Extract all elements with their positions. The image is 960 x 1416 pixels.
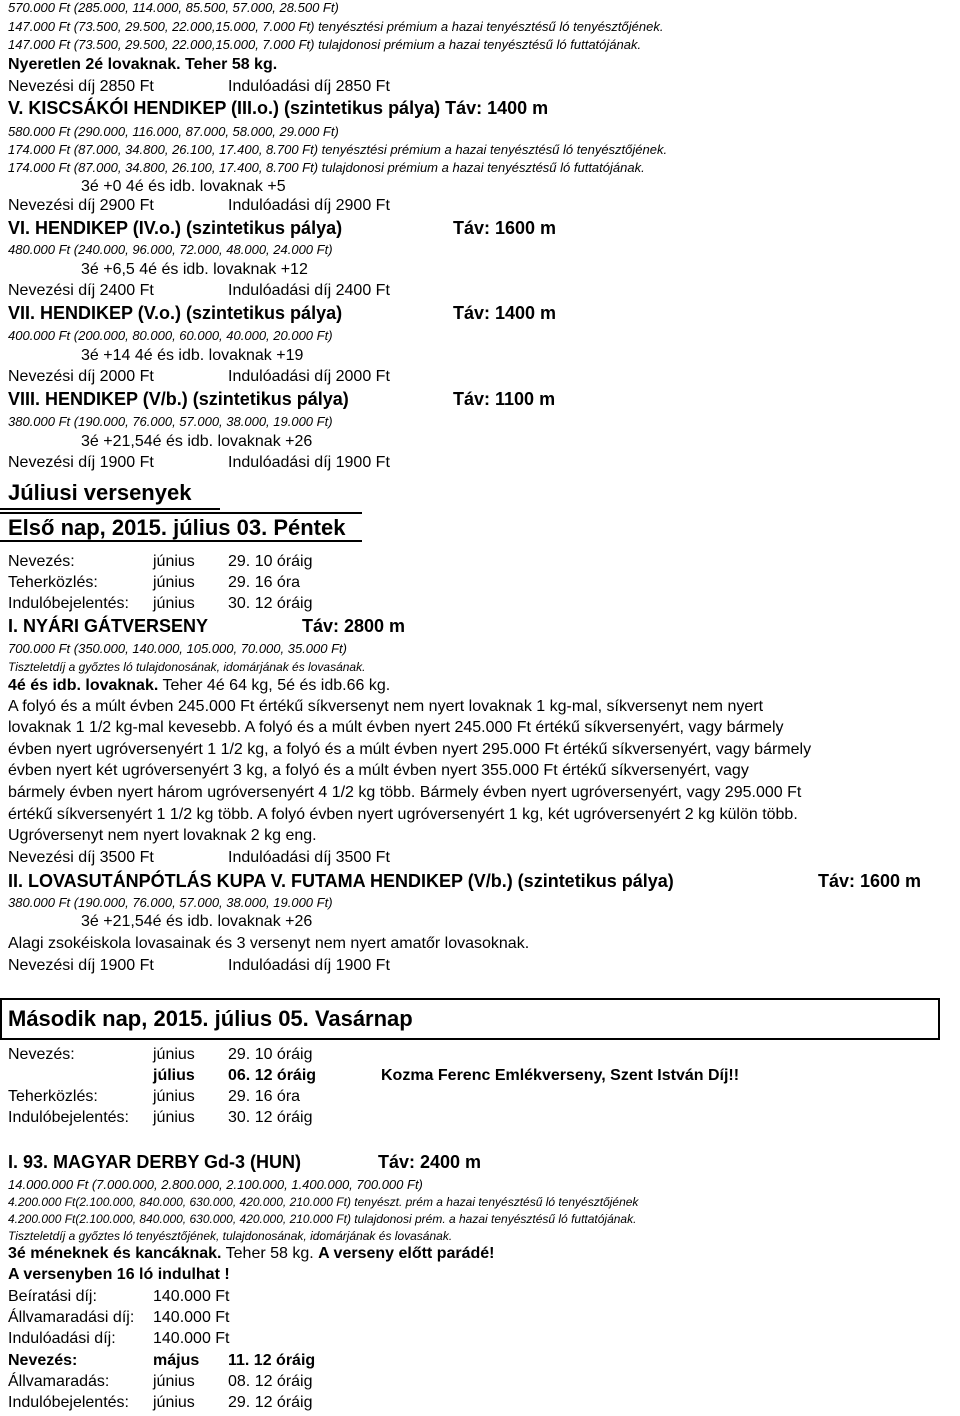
- deadline-row: [8, 1067, 739, 1085]
- fee-line: [8, 282, 390, 300]
- entry-fee: Nevezési díj 2850 Ft: [8, 78, 154, 95]
- conditions-paragraph-line: értékű síkversenyért 1 1/2 kg több. A folyó évben nyert ugróversenyért 1 kg, két ugróversenyért 2 kg külön több.: [8, 806, 798, 823]
- deadline-label: Állvamaradás:: [8, 1373, 110, 1390]
- deadline-label: Nevezés:: [8, 1352, 78, 1369]
- entry-fee: Nevezési díj 2900 Ft: [8, 197, 154, 214]
- conditions-text: Nyeretlen 2é lovaknak. Teher 58 kg.: [8, 56, 278, 73]
- deadline-label: Indulóbejelentés:: [8, 1394, 129, 1411]
- weight-line: 3é +6,5 4é és idb. lovaknak +12: [81, 261, 308, 278]
- race-distance: Táv: 1600 m: [453, 218, 557, 238]
- starters-line: A versenyben 16 ló indulhat !: [8, 1266, 230, 1283]
- deadline-value: 29. 16 óra: [228, 574, 301, 591]
- deadline-row: [8, 1109, 313, 1127]
- starting-fee: Indulóadási díj 2400 Ft: [228, 282, 390, 299]
- fee-label: Állvamaradási díj:: [8, 1309, 135, 1326]
- conditions-rest: Teher 4é 64 kg, 5é és idb.66 kg.: [158, 677, 391, 694]
- deadline-label: Teherközlés:: [8, 574, 98, 591]
- race-title: [8, 1152, 481, 1173]
- deadline-month: június: [153, 1373, 195, 1390]
- deadline-value: 30. 12 óráig: [228, 595, 313, 612]
- premium-line: 4.200.000 Ft(2.100.000, 840.000, 630.000, 420.000, 210.000 Ft) tulajdonosi prém. a hazai tenyésztésű ló futtatójának.: [8, 1212, 637, 1226]
- fee-line: [8, 368, 390, 386]
- deadline-value: 29. 12 óráig: [228, 1394, 313, 1411]
- tribute-line: Tiszteletdíj a győztes ló tulajdonosának, idomárjának és lovasának.: [8, 660, 366, 674]
- fee-label: Indulóadási díj:: [8, 1330, 116, 1347]
- weight-line: 3é +21,54é és idb. lovaknak +26: [81, 433, 313, 450]
- day-heading: Első nap, 2015. július 03. Péntek: [8, 515, 346, 540]
- fee-row: [8, 1288, 230, 1306]
- race-distance: Táv: 2400 m: [378, 1152, 482, 1172]
- deadline-value: 29. 10 óráig: [228, 553, 313, 570]
- deadline-month: május: [153, 1352, 200, 1369]
- race-title-text: II. LOVASUTÁNPÓTLÁS KUPA V. FUTAMA HENDIKEP (V/b.) (szintetikus pálya): [8, 871, 674, 891]
- deadline-month: június: [153, 1046, 195, 1063]
- prize-line: 570.000 Ft (285.000, 114.000, 85.500, 57.000, 28.500 Ft): [8, 0, 339, 15]
- deadline-month: június: [153, 553, 195, 570]
- prize-line: 380.000 Ft (190.000, 76.000, 57.000, 38.000, 19.000 Ft): [8, 414, 333, 429]
- race-title-text: I. 93. MAGYAR DERBY Gd-3 (HUN): [8, 1152, 302, 1172]
- entry-fee: Nevezési díj 1900 Ft: [8, 957, 154, 974]
- deadline-row: [8, 1046, 313, 1064]
- conditions-paragraph-line: A folyó és a múlt évben 245.000 Ft értékű síkversenyt nem nyert lovaknak 1 kg-mal, síkversenyt nem nyert: [8, 698, 764, 715]
- deadline-label: Teherközlés:: [8, 1088, 98, 1105]
- starting-fee: Indulóadási díj 3500 Ft: [228, 849, 390, 866]
- race-title: [8, 218, 556, 239]
- race-title: V. KISCSÁKÓI HENDIKEP (III.o.) (szintetikus pálya) Táv: 1400 m: [8, 98, 549, 118]
- fee-value: 140.000 Ft: [153, 1330, 230, 1347]
- day-heading: Második nap, 2015. július 05. Vasárnap: [8, 1006, 413, 1031]
- note-line: Alagi zsokéiskola lovasainak és 3 versenyt nem nyert amatőr lovasoknak.: [8, 935, 530, 952]
- day-heading-frame: [0, 998, 940, 1040]
- prize-line: 14.000.000 Ft (7.000.000, 2.800.000, 2.100.000, 1.400.000, 700.000 Ft): [8, 1177, 423, 1192]
- fee-line: [8, 454, 390, 472]
- deadline-value: 29. 10 óráig: [228, 1046, 313, 1063]
- conditions-paragraph-line: évben nyert két ugróversenyért 3 kg, a folyó és a múlt évben nyert 355.000 Ft értékű síkversenyért, vagy: [8, 762, 749, 779]
- race-distance: Táv: 1600 m: [818, 871, 922, 891]
- deadline-value: 06. 12 óráig: [228, 1067, 317, 1084]
- premium-line: 174.000 Ft (87.000, 34.800, 26.100, 17.400, 8.700 Ft) tenyésztési prémium a hazai tenyésztésű ló tenyésztőjének.: [8, 142, 668, 157]
- prize-line: 700.000 Ft (350.000, 140.000, 105.000, 70.000, 35.000 Ft): [8, 641, 347, 656]
- race-distance: Táv: 1100 m: [453, 389, 556, 409]
- conditions-paragraph-line: lovaknak 1 1/2 kg-mal kevesebb. A folyó és a múlt évben nyert 245.000 Ft értékű síkversenyért, vagy bármely: [8, 719, 784, 736]
- conditions-bold: 4é és idb. lovaknak.: [8, 677, 159, 694]
- deadline-row: [8, 574, 300, 592]
- entry-fee: Nevezési díj 2400 Ft: [8, 282, 154, 299]
- conditions-paragraph-line: évben nyert ugróversenyért 1 1/2 kg, a folyó és a múlt évben nyert 295.000 Ft értékű síkversenyért, vagy bármely: [8, 741, 812, 758]
- starting-fee: Indulóadási díj 1900 Ft: [228, 454, 390, 471]
- conditions-paragraph-line: Ugróversenyt nem nyert lovaknak 2 kg eng.: [8, 827, 317, 844]
- deadline-value: 08. 12 óráig: [228, 1373, 313, 1390]
- section-title: Júliusi versenyek: [8, 480, 192, 505]
- fee-line: [8, 957, 390, 975]
- deadline-row: [8, 1352, 315, 1370]
- deadline-month: június: [153, 1109, 195, 1126]
- race-title: [8, 871, 921, 892]
- deadline-row: [8, 1088, 300, 1106]
- race-title: [8, 303, 556, 324]
- entry-fee: Nevezési díj 2000 Ft: [8, 368, 154, 385]
- conditions-line: [8, 677, 390, 695]
- fee-row: [8, 1330, 230, 1348]
- deadline-value: 29. 16 óra: [228, 1088, 301, 1105]
- prize-line: 480.000 Ft (240.000, 96.000, 72.000, 48.000, 24.000 Ft): [8, 242, 333, 257]
- deadline-month: június: [153, 595, 195, 612]
- deadline-value: 30. 12 óráig: [228, 1109, 313, 1126]
- starting-fee: Indulóadási díj 2850 Ft: [228, 78, 390, 95]
- deadline-value: 11. 12 óráig: [228, 1352, 316, 1369]
- fee-label: Beíratási díj:: [8, 1288, 97, 1305]
- conditions-line: [8, 1245, 495, 1263]
- parade-note: A verseny előtt parádé!: [318, 1245, 495, 1262]
- weight-line: 3é +21,54é és idb. lovaknak +26: [81, 913, 313, 930]
- deadline-label: Indulóbejelentés:: [8, 595, 129, 612]
- conditions-line: [8, 56, 277, 74]
- fee-value: 140.000 Ft: [153, 1309, 230, 1326]
- conditions-rest: Teher 58 kg.: [221, 1245, 319, 1262]
- deadline-row: [8, 1373, 313, 1391]
- race-title-text: VIII. HENDIKEP (V/b.) (szintetikus pálya): [8, 389, 349, 409]
- deadline-row: [8, 1394, 313, 1412]
- deadline-label: Nevezés:: [8, 553, 75, 570]
- entry-fee: Nevezési díj 1900 Ft: [8, 454, 154, 471]
- deadline-row: [8, 595, 313, 613]
- kozma-note: Kozma Ferenc Emlékverseny, Szent István Díj!!: [381, 1067, 740, 1084]
- deadline-row: [8, 553, 313, 571]
- premium-line: 174.000 Ft (87.000, 34.800, 26.100, 17.400, 8.700 Ft) tulajdonosi prémium a hazai tenyésztésű ló futtatójának.: [8, 160, 645, 175]
- conditions-bold: 3é méneknek és kancáknak.: [8, 1245, 222, 1262]
- day-heading-frame: [0, 512, 362, 542]
- fee-row: [8, 1309, 230, 1327]
- deadline-month: június: [153, 1088, 195, 1105]
- tribute-line: Tiszteletdíj a győztes ló tenyésztőjének, tulajdonosának, idomárjának és lovasának.: [8, 1229, 453, 1243]
- starting-fee: Indulóadási díj 2900 Ft: [228, 197, 390, 214]
- deadline-month: június: [153, 574, 195, 591]
- prize-line: 580.000 Ft (290.000, 116.000, 87.000, 58.000, 29.000 Ft): [8, 124, 339, 139]
- fee-value: 140.000 Ft: [153, 1288, 230, 1305]
- deadline-month: július: [153, 1067, 195, 1084]
- race-title-text: VI. HENDIKEP (IV.o.) (szintetikus pálya): [8, 218, 343, 238]
- premium-line: 4.200.000 Ft(2.100.000, 840.000, 630.000, 420.000, 210.000 Ft) tenyészt. prém a hazai tenyésztésű ló tenyésztőjének: [8, 1195, 639, 1209]
- weight-line: 3é +0 4é és idb. lovaknak +5: [81, 178, 286, 195]
- starting-fee: Indulóadási díj 2000 Ft: [228, 368, 390, 385]
- race-distance: Táv: 1400 m: [453, 303, 557, 323]
- prize-line: 380.000 Ft (190.000, 76.000, 57.000, 38.000, 19.000 Ft): [8, 895, 333, 910]
- entry-fee: Nevezési díj 3500 Ft: [8, 849, 154, 866]
- prize-line: 400.000 Ft (200.000, 80.000, 60.000, 40.000, 20.000 Ft): [8, 328, 333, 343]
- race-distance: Táv: 2800 m: [302, 616, 406, 636]
- fee-line: [8, 78, 390, 96]
- race-title-text: I. NYÁRI GÁTVERSENY: [8, 616, 209, 636]
- premium-line: 147.000 Ft (73.500, 29.500, 22.000,15.000, 7.000 Ft) tenyésztési prémium a hazai tenyésztésű ló tenyésztőjének.: [8, 19, 664, 34]
- deadline-month: június: [153, 1394, 195, 1411]
- deadline-label: Indulóbejelentés:: [8, 1109, 129, 1126]
- weight-line: 3é +14 4é és idb. lovaknak +19: [81, 347, 304, 364]
- race-title: [8, 389, 555, 410]
- premium-line: 147.000 Ft (73.500, 29.500, 22.000,15.000, 7.000 Ft) tulajdonosi prémium a hazai tenyésztésű ló futtatójának.: [8, 37, 642, 52]
- fee-line: [8, 849, 390, 867]
- deadline-label: Nevezés:: [8, 1046, 75, 1063]
- fee-line: [8, 197, 390, 215]
- starting-fee: Indulóadási díj 1900 Ft: [228, 957, 390, 974]
- conditions-paragraph-line: bármely évben nyert három ugróversenyért 4 1/2 kg több. Bármely évben nyert ugróversenyért, vagy 295.000 Ft: [8, 784, 802, 801]
- section-underline: [0, 508, 220, 510]
- race-title-text: VII. HENDIKEP (V.o.) (szintetikus pálya): [8, 303, 343, 323]
- race-title: [8, 616, 405, 637]
